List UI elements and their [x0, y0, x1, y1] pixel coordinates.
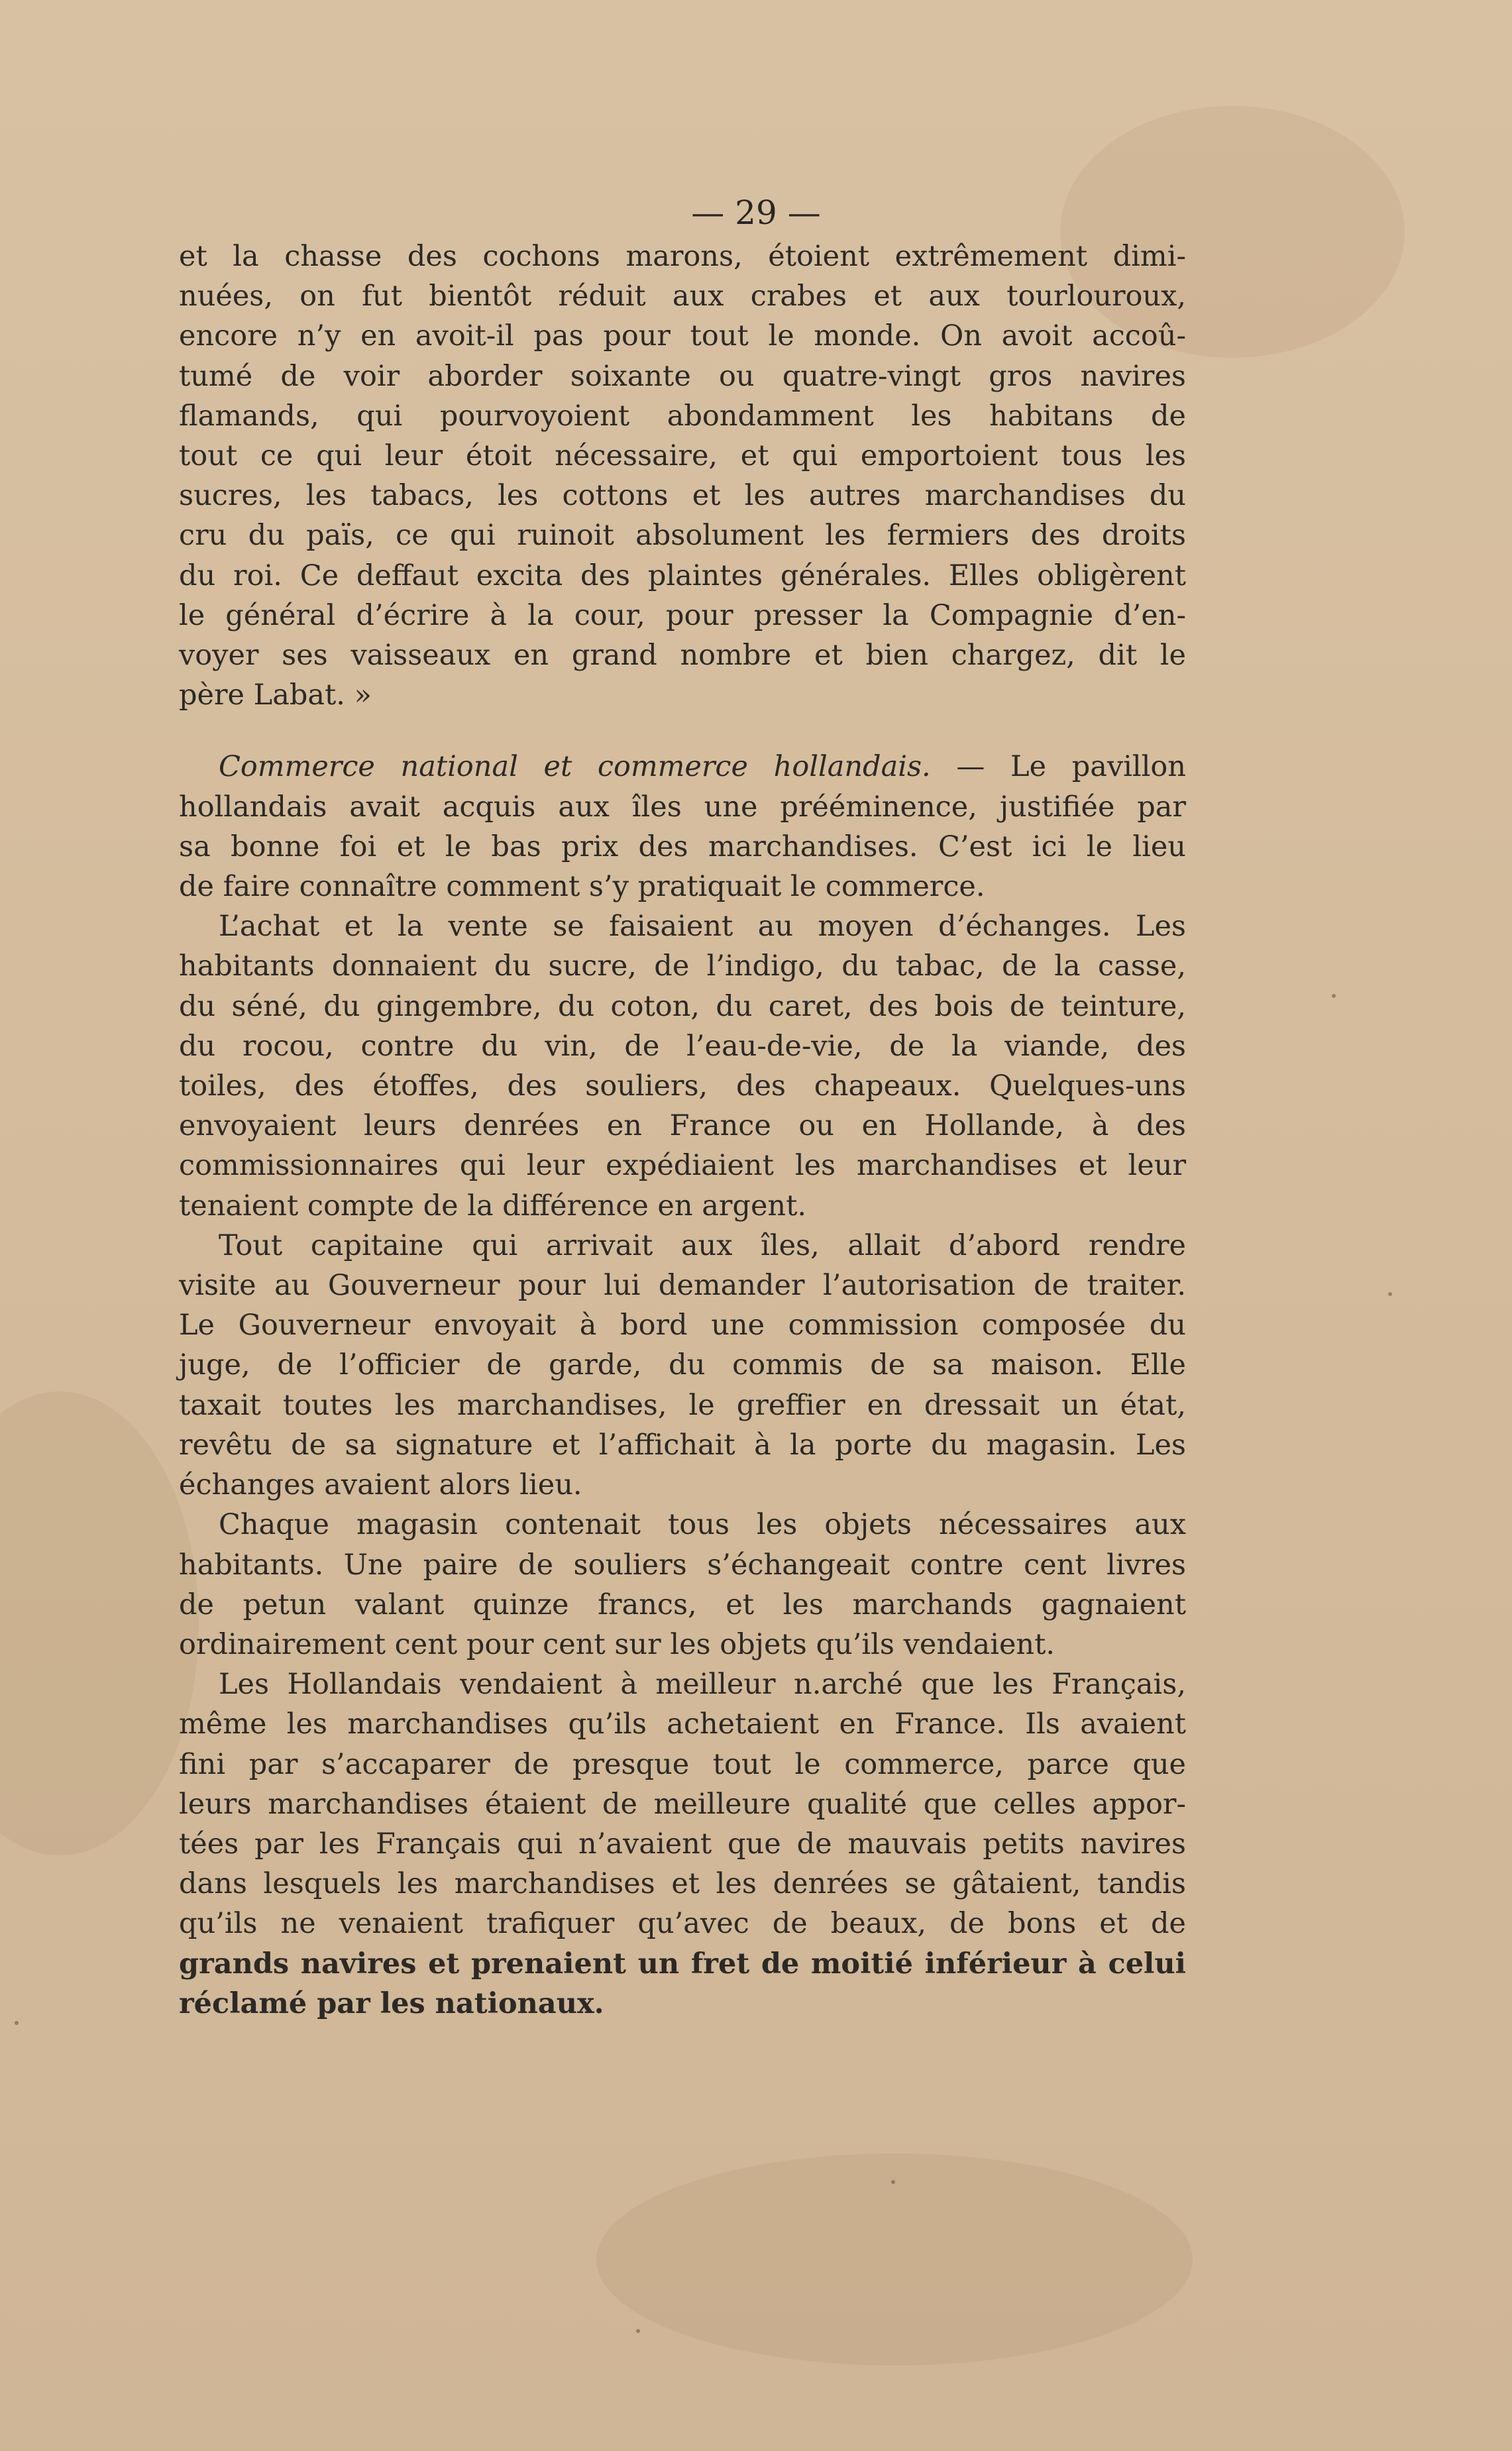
text-line: voyer ses vaisseaux en grand nombre et bien chargez, dit le	[179, 639, 1186, 673]
paragraph-gap	[179, 715, 1186, 747]
text-line: ordinairement cent pour cent sur les objets qu’ils vendaient.	[179, 1627, 1055, 1661]
text-line: Les Hollandais vendaient à meilleur n.arché que les Français,	[219, 1668, 1186, 1702]
text-line: habitants. Une paire de souliers s’échangeait contre cent livres	[179, 1548, 1186, 1582]
text-line: leurs marchandises étaient de meilleure qualité que celles appor-	[179, 1787, 1186, 1821]
text-line: hollandais avait acquis aux îles une prééminence, justifiée par	[179, 790, 1186, 824]
section-title-rest: — Le pavillon	[930, 750, 1186, 784]
text-line: sucres, les tabacs, les cottons et les autres marchandises du	[179, 479, 1186, 513]
paragraph-store	[179, 1505, 1186, 1664]
paragraph-exchanges	[179, 906, 1186, 1226]
text-line: encore n’y en avoit-il pas pour tout le monde. On avoit accoû-	[179, 319, 1186, 353]
paper-speck	[1388, 1292, 1392, 1296]
text-line: du rocou, contre du vin, de l’eau-de-vie, de la viande, des	[179, 1029, 1186, 1063]
text-line: habitants donnaient du sucre, de l’indigo, du tabac, de la casse,	[179, 950, 1186, 983]
paper-speck	[1332, 994, 1336, 998]
paragraph-dutch	[179, 1664, 1186, 2024]
text-line: visite au Gouverneur pour lui demander l’autorisation de traiter.	[179, 1269, 1186, 1303]
paper-stain	[596, 2153, 1193, 2366]
paper-speck	[891, 2180, 895, 2184]
text-line: L’achat et la vente se faisaient au moyen d’échanges. Les	[219, 910, 1186, 944]
text-line: échanges avaient alors lieu.	[179, 1468, 582, 1502]
section-paragraph	[179, 747, 1186, 906]
page-number: — 29 —	[691, 193, 821, 232]
text-line: du roi. Ce deffaut excita des plaintes générales. Elles obligèrent	[179, 559, 1186, 592]
text-line: flamands, qui pourvoyoient abondamment les habitans de	[179, 399, 1186, 433]
text-line: Chaque magasin contenait tous les objets nécessaires aux	[219, 1508, 1186, 1542]
text-line: grands navires et prenaient un fret de moitié inférieur à celui	[179, 1947, 1186, 1981]
paper-speck	[636, 2329, 640, 2333]
section-title: Commerce national et commerce hollandais.	[219, 750, 931, 784]
text-line: nuées, on fut bientôt réduit aux crabes et aux tourlouroux,	[179, 280, 1186, 313]
paper-speck	[15, 2021, 19, 2025]
text-line: toiles, des étoffes, des souliers, des chapeaux. Quelques-uns	[179, 1069, 1186, 1103]
text-line: fini par s’accaparer de presque tout le commerce, parce que	[179, 1747, 1186, 1781]
section-heading-line	[179, 747, 1186, 787]
text-line: tout ce qui leur étoit nécessaire, et qui emportoient tous les	[179, 439, 1186, 473]
paper-stain	[0, 1391, 199, 1855]
text-line: de faire connaître comment s’y pratiquait le commerce.	[179, 870, 985, 904]
text-line: qu’ils ne venaient trafiquer qu’avec de beaux, de bons et de	[179, 1907, 1186, 1941]
body-text	[179, 237, 1186, 2024]
text-line: et la chasse des cochons marons, étoient extrêmement dimi-	[179, 240, 1186, 273]
text-line: du séné, du gingembre, du coton, du caret, des bois de teinture,	[179, 989, 1186, 1023]
text-line: père Labat. »	[179, 679, 372, 712]
text-line: réclamé par les nationaux.	[179, 1987, 604, 2020]
text-line: même les marchandises qu’ils achetaient en France. Ils avaient	[179, 1708, 1186, 1741]
text-line: tumé de voir aborder soixante ou quatre-vingt gros navires	[179, 359, 1186, 393]
text-line: revêtu de sa signature et l’affichait à la porte du magasin. Les	[179, 1428, 1186, 1462]
text-line: Le Gouverneur envoyait à bord une commission composée du	[179, 1309, 1186, 1342]
quote-paragraph	[179, 237, 1186, 715]
text-line: juge, de l’officier de garde, du commis de sa maison. Elle	[179, 1348, 1186, 1382]
paragraph-captain	[179, 1226, 1186, 1505]
text-line: taxait toutes les marchandises, le greffier en dressait un état,	[179, 1388, 1186, 1422]
text-line: Tout capitaine qui arrivait aux îles, allait d’abord rendre	[219, 1228, 1186, 1262]
text-line: le général d’écrire à la cour, pour presser la Compagnie d’en-	[179, 598, 1186, 632]
text-line: tées par les Français qui n’avaient que de mauvais petits navires	[179, 1827, 1186, 1861]
text-line: dans lesquels les marchandises et les denrées se gâtaient, tandis	[179, 1867, 1186, 1901]
text-line: cru du païs, ce qui ruinoit absolument les fermiers des droits	[179, 519, 1186, 553]
text-line: tenaient compte de la différence en argent.	[179, 1189, 807, 1223]
text-line: envoyaient leurs denrées en France ou en Hollande, à des	[179, 1109, 1186, 1143]
text-line: sa bonne foi et le bas prix des marchandises. C’est ici le lieu	[179, 830, 1186, 863]
text-line: de petun valant quinze francs, et les marchands gagnaient	[179, 1588, 1186, 1621]
text-line: commissionnaires qui leur expédiaient les marchandises et leur	[179, 1149, 1186, 1183]
